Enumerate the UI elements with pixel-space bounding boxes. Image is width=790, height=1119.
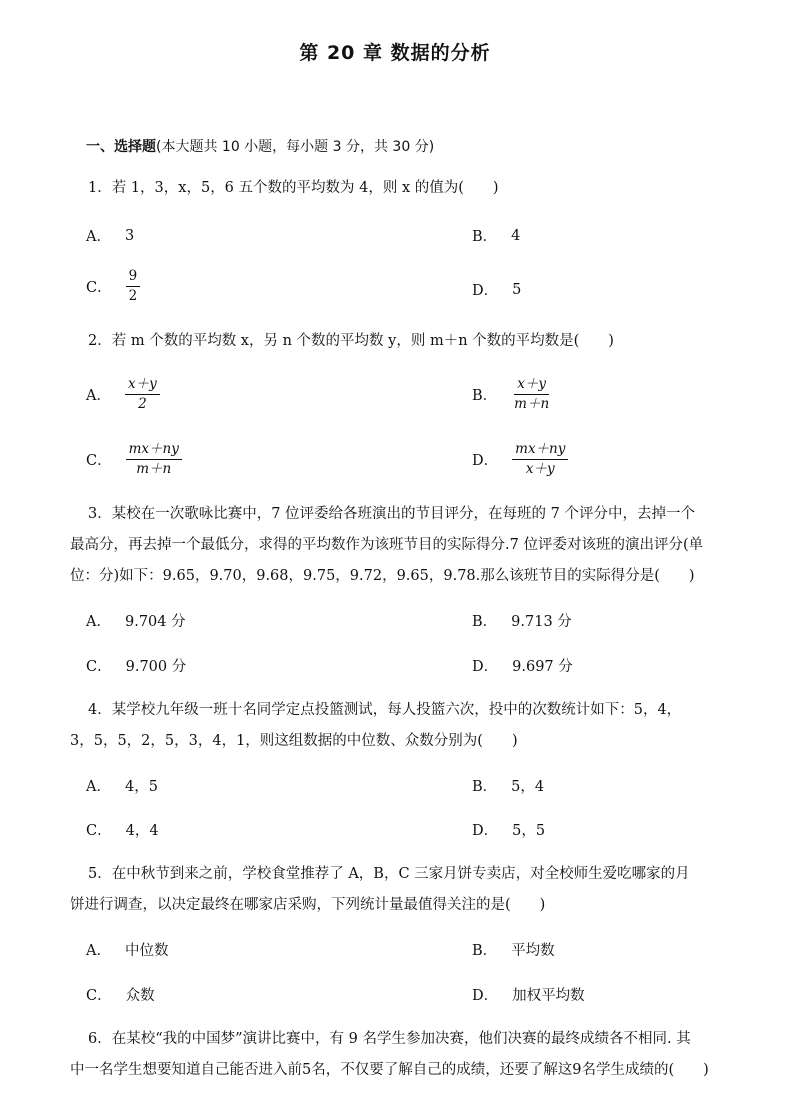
section-title: 一、选择题	[86, 139, 156, 155]
q3-option-b: B． 9.713 分	[472, 614, 572, 630]
q2-option-b: B． $\frac{x+y}{m+n}$	[472, 376, 552, 413]
q4-option-b: B． 5，4	[472, 779, 545, 795]
q5-option-d: D． 加权平均数	[472, 988, 585, 1004]
q4-option-d: D． 5，5	[472, 823, 546, 839]
question-4-stem: 4．某学校九年级一班十名同学定点投篮测试，每人投篮六次，投中的次数统计如下：5，4， 3，5，5，2，5，3，4，1，则这组数据的中位数、众数分别为( )	[70, 702, 682, 749]
q5-option-a: A． 中位数	[86, 943, 169, 959]
q2-option-a: A． $\frac{x+y}{2}$	[86, 376, 160, 413]
section-heading	[86, 136, 434, 156]
q1-option-c: C． $\frac{9}{2}$	[86, 268, 140, 305]
question-1-stem: 1．若 1，3，x，5，6 五个数的平均数为 4，则 x 的值为( )	[88, 180, 499, 196]
fraction: $\frac{mx+ny}{m+n}$	[126, 441, 182, 478]
q3-option-c: C． 9.700 分	[86, 659, 187, 675]
q2-option-d: D． $\frac{mx+ny}{x+y}$	[472, 441, 568, 478]
q2-option-c: C． $\frac{mx+ny}{m+n}$	[86, 441, 182, 478]
fraction: $\frac{mx+ny}{x+y}$	[512, 441, 568, 478]
fraction: $\frac{x+y}{2}$	[125, 376, 160, 413]
fraction: $\frac{9}{2}$	[126, 268, 141, 305]
q1-option-d: D． 5	[472, 281, 522, 299]
question-5-stem: 5．在中秋节到来之前，学校食堂推荐了 A，B，C 三家月饼专卖店，对全校师生爱吃哪家的月 饼进行调查，以决定最终在哪家店采购，下列统计量最值得关注的是( )	[70, 866, 690, 913]
page-title: 第 20 章 数据的分析	[299, 42, 491, 64]
question-6-stem: 6．在某校“我的中国梦”演讲比赛中，有 9 名学生参加决赛，他们决赛的最终成绩各不相同. 其 中一名学生想要知道自己能否进入前5名，不仅要了解自己的成绩，还要了解这9名学生成绩的( )	[70, 1031, 709, 1078]
question-3-stem: 3．某校在一次歌咏比赛中，7 位评委给各班演出的节目评分，在每班的 7 个评分中，去掉一个 最高分，再去掉一个最低分，求得的平均数作为该班节目的实际得分.7 位评委对该班的演出评分(单 位：分)如下：9.65，9.70，9.68，9.75，9.72，9.65，9.78.那么该班节目的实际得分是( )	[70, 506, 704, 584]
q4-option-c: C． 4，4	[86, 823, 159, 839]
section-note: (本大题共 10 小题，每小题 3 分，共 30 分)	[156, 139, 435, 155]
q1-option-b: B． 4	[472, 227, 521, 245]
fraction: $\frac{x+y}{m+n}$	[514, 376, 550, 412]
q4-option-a: A． 4，5	[86, 779, 158, 795]
q1-option-a: A． 3	[86, 227, 135, 245]
q3-option-a: A． 9.704 分	[86, 614, 186, 630]
q5-option-b: B． 平均数	[472, 943, 555, 959]
q3-option-d: D． 9.697 分	[472, 659, 573, 675]
question-2-stem: 2．若 m 个数的平均数 x，另 n 个数的平均数 y，则 m＋n 个数的平均数是( )	[88, 333, 614, 349]
q5-option-c: C． 众数	[86, 988, 155, 1004]
